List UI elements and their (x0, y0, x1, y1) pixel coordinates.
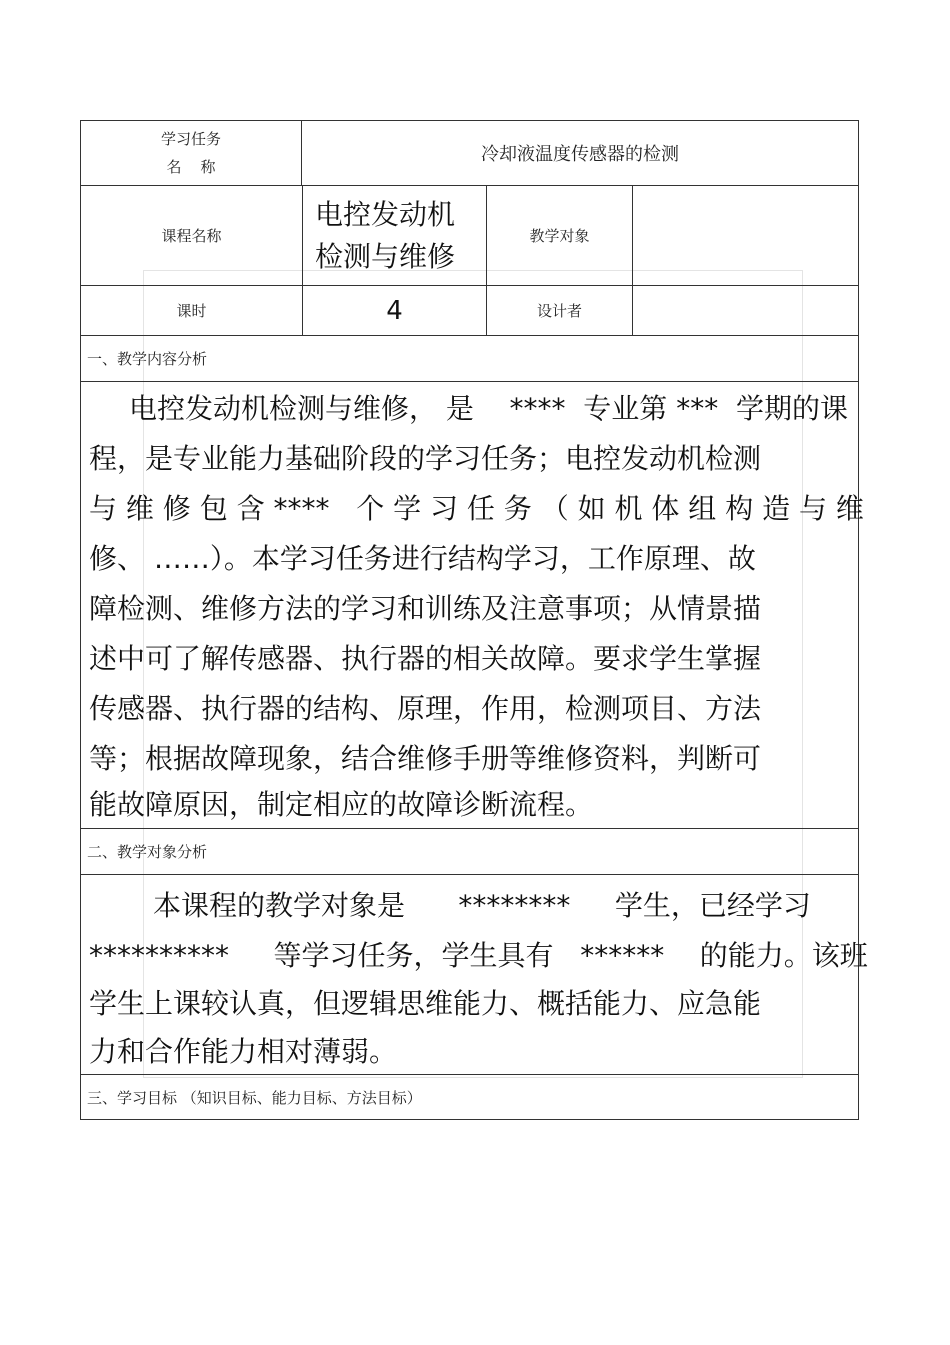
section1-body (81, 382, 864, 829)
section1-line: 程，是专业能力基础阶段的学习任务；电控发动机检测 (89, 442, 762, 475)
section1-line: 障检测、维修方法的学习和训练及注意事项；从情景描 (89, 592, 762, 625)
section3-heading-row (81, 1075, 858, 1119)
section2-line: 学生上课较认真，但逻辑思维能力、概括能力、应急能 (89, 987, 762, 1020)
section3-heading: 三、学习目标 （知识目标、能力目标、方法目标） (87, 1088, 422, 1107)
hours-label-cell (81, 286, 303, 335)
section1-line: 传感器、执行器的结构、原理，作用，检测项目、方法 (89, 692, 762, 725)
section1-line: 电控发动机检测与维修， 是 **** 专业第 *** 学期的课 (129, 392, 849, 425)
section1-line: 修、 ……）。本学习任务进行结构学习，工作原理、故 (89, 542, 756, 575)
section2-heading-row (81, 829, 858, 875)
task-name-value: 冷却液温度传感器的检测 (481, 144, 679, 165)
task-name-label-cell (81, 121, 302, 185)
section1-heading: 一、教学内容分析 (87, 350, 208, 368)
task-name-label (161, 125, 221, 181)
section1-line: 与 维 修 包 含 **** 个 学 习 任 务 （ 如 机 体 组 构 造 与 维 (89, 492, 864, 525)
hours-value: 4 (386, 295, 403, 326)
hours-label: 课时 (176, 302, 207, 320)
course-value-line1: 电控发动机 (315, 197, 456, 231)
section1-line: 等；根据故障现象，结合维修手册等维修资料，判断可 (89, 742, 762, 775)
course-label: 课程名称 (161, 227, 222, 245)
audience-value-cell[interactable] (633, 186, 858, 285)
section1-heading-row (81, 336, 858, 382)
designer-label-cell (487, 286, 633, 335)
lesson-plan-form (80, 120, 868, 1120)
audience-label-cell (487, 186, 633, 285)
section1-line: 述中可了解传感器、执行器的相关故障。要求学生掌握 (89, 642, 762, 675)
task-name-label-line1: 学习任务 (160, 130, 221, 148)
section2-line: ********** 等学习任务，学生具有 ****** 的能力。该班 (89, 939, 868, 972)
section2-heading: 二、教学对象分析 (87, 843, 208, 861)
course-label-cell (81, 186, 303, 285)
course-value-cell (303, 186, 487, 285)
section1-line: 能故障原因，制定相应的故障诊断流程。 (89, 788, 594, 821)
section2-body (81, 875, 868, 1075)
task-name-value-cell (302, 121, 858, 185)
course-value-line2: 检测与维修 (315, 239, 456, 273)
hours-value-cell (303, 286, 487, 335)
task-name-label-line2: 名 称 (166, 158, 216, 176)
section2-line: 力和合作能力相对薄弱。 (89, 1035, 398, 1068)
hours-row (81, 286, 858, 336)
course-row (81, 186, 858, 286)
section2-line: 本课程的教学对象是 ******** 学生，已经学习 (153, 889, 811, 922)
designer-label: 设计者 (536, 302, 582, 320)
task-name-row (81, 121, 858, 186)
audience-label: 教学对象 (529, 227, 590, 245)
designer-value-cell[interactable] (633, 286, 858, 335)
